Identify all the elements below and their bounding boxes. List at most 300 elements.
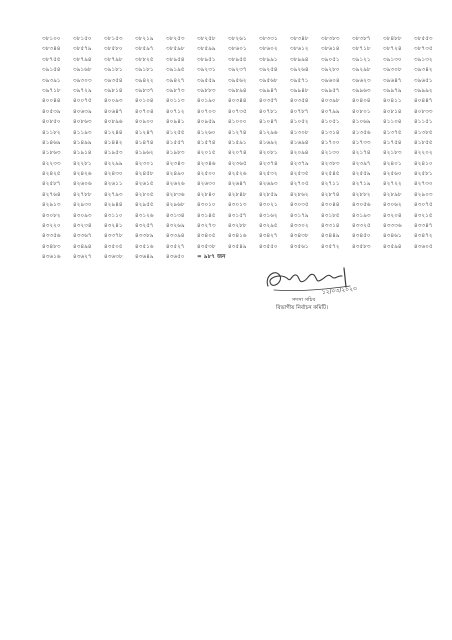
roll-number: ৪২৮৭৪ [321,191,340,198]
roll-number: ৪২৮৬২ [290,191,309,198]
roll-number: ৩৯৮৩৭ [135,87,154,94]
roll-number: ৩৯৮৮৩ [197,87,216,94]
roll-number: ৪৩২৯৫ [259,223,278,230]
roll-number: ৪১৪৭৪ [135,139,154,146]
roll-number: ৩৮২১৯ [135,36,154,42]
roll-number: ৩৮৩৪৮ [290,36,309,42]
roll-number: ৪৩৩৪৭ [414,223,433,230]
roll-number: ৩৯৯৯২ [414,87,433,94]
roll-number: ৩৮৯৫৪ [166,56,185,63]
roll-number: ৪০৮১৪ [383,108,402,115]
roll-number: ৩৮৫৯৯ [197,46,216,53]
roll-number: ৪৩৩৯৪ [166,233,185,240]
roll-number: ৪৩২৫৭ [135,223,154,230]
roll-number: ৪১১০৪ [383,119,402,126]
roll-number: ৩৯৫৫৯ [197,77,216,84]
roll-number: ৪০০৯৩ [104,98,123,105]
roll-number: ৪৩৪৬১ [383,233,402,240]
roll-number: ৪৩০৮২ [42,212,61,219]
roll-number: ৩৮৭১৮ [352,46,371,53]
roll-number: ৩৯৯৪৮ [290,87,309,94]
roll-number: ৪৩৫২৭ [166,243,185,250]
roll-number: ৪৩৪৫০ [352,233,371,240]
roll-number: ৪০৭৩৫ [228,108,247,115]
roll-number: ৪২৪৩০ [104,171,123,178]
roll-number: ৩৯৩০৩ [73,77,92,84]
roll-number: ৪২৮০৫ [135,191,154,198]
roll-number: ৪০৮৫০ [42,119,61,126]
roll-number: ৪০৭০৪ [135,108,154,115]
roll-number: ৪২৯৪৪ [104,202,123,209]
roll-number: ৪২১৮৩ [383,150,402,157]
roll-number: ৩৮২৬১ [228,36,247,42]
number-row [42,159,433,169]
roll-number: ৩৮৫৯৭ [135,46,154,53]
roll-number: ৪১৩৮৫ [414,129,433,136]
roll-number: ৪৩৫৫০ [259,243,278,250]
roll-number: ৪২৩৬৫ [228,160,247,167]
roll-number: ৪২৮৪৮ [228,191,247,198]
roll-number: ৪০৯৪১ [166,119,185,126]
roll-number: ৪৩৪৩৮ [290,233,309,240]
roll-number: ৪৩৩১৪ [321,223,340,230]
roll-number: ৪২৫৩৫ [290,171,309,178]
roll-number: ৪১২৪৭ [135,129,154,136]
roll-number: ৩৮৭৯৮ [104,56,123,63]
roll-number: ৪৩০৬২ [383,202,402,209]
roll-number: ৩৮৫৯৮ [166,46,185,53]
roll-number: ৪২৫৪৫ [321,171,340,178]
roll-number: ৪২৭৩০ [414,181,433,188]
roll-number: ৪১৭৫৪ [383,139,402,146]
roll-number: ৪৩৬২৭ [73,254,92,261]
number-row [42,55,433,65]
roll-number: ৪০৭৮১ [259,108,278,115]
roll-number: ৪২৮৮২ [352,191,371,198]
roll-number: ৩৯১৯৫ [166,67,185,74]
roll-number: ৪২৩৪৬ [197,160,216,167]
roll-number: ৪৩১১০ [104,212,123,219]
roll-number: ৪১০৬৯ [352,119,371,126]
roll-number: ৪৩২৮৮ [228,223,247,230]
roll-number: ৪৩৬০৫ [414,243,433,250]
roll-number: ৪৩২৭৩ [197,223,216,230]
roll-number: ৩৮৫৮০ [104,46,123,53]
roll-number: ৩৯১৮১ [135,67,154,74]
number-row [42,169,433,179]
roll-number: ৪৩৫৮৩ [352,243,371,250]
roll-number: ৪২৯১৩ [42,202,61,209]
roll-number: ৩৯৮৯৪ [228,87,247,94]
roll-number: ৪০৪৪৭ [414,98,433,105]
roll-number: ৪১৮৫৫ [414,139,433,146]
roll-number: ৩৯৮৭৩ [166,87,185,94]
roll-number: ৪১৬৯২ [259,139,278,146]
roll-number: ৪১২৬০ [197,129,216,136]
number-row [42,44,433,54]
number-row [42,86,433,96]
roll-number: ৩৯৩০৮ [383,67,402,74]
roll-number: ৩৯৪২২ [135,77,154,84]
roll-number: ৩৮৪৮৮ [383,36,402,42]
roll-number: ৪৩২২০ [42,223,61,230]
roll-number: ৩৯৬২৩ [352,77,371,84]
roll-number: ৩৯৭১৮ [42,87,61,94]
roll-number: ৪৩৪১৬ [228,233,247,240]
roll-number: ৪২৯৬৮ [166,202,185,209]
roll-number: ৪৩০১৩ [228,202,247,209]
roll-number: ৪২০১৫ [197,150,216,157]
roll-number: ৪২৮৪০ [197,191,216,198]
roll-number: ৪১২৫৫ [166,129,185,136]
roll-number: ৪৩৬৫০ [166,254,185,261]
roll-number: ৪০৩৯৮ [321,98,340,105]
roll-number: ৪৩১৩৪ [166,212,185,219]
roll-number: ৪৩৩৮৯ [135,233,154,240]
signatory-designation: সদস্য সচিব [292,297,316,303]
roll-number: ৪৩৩৭৮ [104,233,123,240]
roll-number: ৪১১৮২ [42,129,61,136]
roll-number: ৪২৭২২ [383,181,402,188]
roll-number: ৩৯২৬৪ [290,67,309,74]
roll-number: ৪৩৫০৫ [104,243,123,250]
roll-number: ৪০১৯০ [197,98,216,105]
roll-number: ৪১৯১৪ [73,150,92,157]
roll-number: ৩৮৫৫৩ [414,36,433,42]
roll-number: ৪৩০৭৫ [414,202,433,209]
roll-number: ৪২৪৫৮ [135,171,154,178]
roll-number: ৪২৫৫৯ [352,171,371,178]
roll-number: ৪২৩৭৪ [259,160,278,167]
roll-number: ৩৯৬৪৭ [383,77,402,84]
roll-number: ৪২৮৫৯ [259,191,278,198]
roll-number: ৪০৮৬৩ [73,119,92,126]
roll-number: ৪৩১৯৩ [352,212,371,219]
roll-number: ৪০৭৮৭ [290,108,309,115]
roll-number: ৪১৮৬৩ [42,150,61,157]
roll-number: ৪৩০৩৫ [290,202,309,209]
number-row [42,34,433,44]
roll-number: ৪২৯৫৫ [135,202,154,209]
roll-number: ৪৩৪৮৩ [42,243,61,250]
roll-number: ৩৯৯৬৩ [352,87,371,94]
number-row [42,107,433,117]
roll-number: ৪০৬৩৯ [73,108,92,115]
roll-number: ৪২৬৪৭ [228,181,247,188]
roll-number: ৩৮৩৪৪ [42,46,61,53]
roll-number: ৪২৬৯৩ [259,181,278,188]
number-row [42,76,433,86]
roll-number: ৪৩১৭৯ [290,212,309,219]
roll-number: ৩৮৭৫৫ [42,56,61,63]
roll-number: ৪৩৫৪৯ [228,243,247,250]
roll-number: ৪১৯৮৩ [166,150,185,157]
roll-number: ৩৮৩৮৭ [352,36,371,42]
roll-number: ৪২৩৪৩ [166,160,185,167]
roll-number: ৪২৫২৬ [228,171,247,178]
signature-image [258,262,378,296]
roll-number: ৪২৭১১ [321,181,340,188]
roll-number: ৩৯৩৯১ [42,77,61,84]
roll-number: ৪২৭৯৩ [104,191,123,198]
roll-number: ৪২৭৬৪ [42,191,61,198]
roll-number: ৪৩৩৬৭ [73,233,92,240]
roll-number: ৩৮৫৭৯ [73,46,92,53]
roll-number: ৪৩৫৭২ [321,243,340,250]
roll-number: ৪২৩৯৭ [352,160,371,167]
roll-number: ৪২৬২৬ [166,181,185,188]
roll-number: ৪২৩৮৩ [321,160,340,167]
roll-number: ৪২৩৭৯ [290,160,309,167]
roll-number: ৪৩৪৯৪ [73,243,92,250]
roll-number: ৪৩৩৩৬ [383,223,402,230]
roll-number: ৪২৫৩২ [259,171,278,178]
total-count: = ৯৮৭ জন [197,254,226,261]
roll-number: ৪১৩০৮ [290,129,309,136]
roll-number: ৪০১০৪ [135,98,154,105]
roll-number: ৩৮৩৩১ [259,36,278,42]
number-row [42,190,433,200]
roll-number: ৪০৭৯৯ [321,108,340,115]
roll-number: ৩৮৬০১ [228,46,247,53]
number-row [42,179,433,189]
roll-number: ৪১৯৫৩ [104,150,123,157]
number-row [42,200,433,210]
roll-number: ৩৯৯৭৯ [383,87,402,94]
roll-number: ৩৯২৫৪ [259,67,278,74]
roll-number: ৪০৭০৩ [197,108,216,115]
roll-number: ৩৯৬৫১ [414,77,433,84]
roll-number: ৩৮৯৫১ [197,56,216,63]
roll-number: ৪১৫৫৭ [166,139,185,146]
roll-number: ৪২২৮১ [73,160,92,167]
roll-number: ৩৯২৯৮ [352,67,371,74]
roll-number: ৪২২০২ [414,150,433,157]
roll-number: ৪২০৭৪ [228,150,247,157]
roll-number: ৩৯১৩০ [383,56,402,63]
signatory-office: বিভাগীয় নির্বাচন কমিটি। [276,305,328,311]
roll-number: ৪৩১৮৫ [321,212,340,219]
roll-number: ৩৯১৬৮ [73,67,92,74]
roll-number: ৪১২৪৪ [104,129,123,136]
roll-number: ৩৮৭৩৫ [414,46,433,53]
roll-number: ৪১০৫১ [321,119,340,126]
roll-number: ৪০০৭৫ [73,98,92,105]
roll-number: ৪০৮৩৩ [414,108,433,115]
roll-number: ৩৮৯৫৫ [228,56,247,63]
number-row [42,221,433,231]
roll-number: ৪১৯৬২ [135,150,154,157]
roll-number: ৪২২৯৯ [104,160,123,167]
roll-number: ৩৯২৩৭ [228,67,247,74]
roll-number: ৩৯২৮০ [321,67,340,74]
roll-number: ৪৩৫৬১ [290,243,309,250]
roll-number: ৩৯৫৭১ [290,77,309,84]
roll-number: ৪৩৫৯৪ [383,243,402,250]
roll-number: ৪২৫৮৭ [42,181,61,188]
roll-number: ৩৯৫৬২ [228,77,247,84]
roll-number: ৪০৪০৪ [352,98,371,105]
roll-number: ৩৮৭২৪ [383,46,402,53]
roll-number: ৪১৪৯৯ [73,139,92,146]
roll-number: ৪৩০৫৬ [352,202,371,209]
roll-number: ৪৩৪০৫ [197,233,216,240]
roll-number: ৪২৬১১ [104,181,123,188]
roll-number: ৪২৩০১ [135,160,154,167]
roll-number: ৩৮৬১২ [290,46,309,53]
roll-number: ৪০৫৩৯ [42,108,61,115]
roll-number: ৪২৯০৩ [414,191,433,198]
roll-number: ৩৮২৫৩ [166,36,185,42]
roll-number: ৪০৮৯৬ [104,119,123,126]
roll-number: ৪৩৫১৬ [135,243,154,250]
roll-number: ৪২০৮১ [259,150,278,157]
roll-number: ৪০১১৩ [166,98,185,105]
roll-number: ৪১২৭৪ [228,129,247,136]
roll-number: ৩৯৯৪৭ [259,87,278,94]
roll-number: ৪৩৬১৬ [42,254,61,261]
roll-number: ৪২৫৬০ [383,171,402,178]
roll-number: ৪২৯৩০ [73,202,92,209]
roll-number: ৪২২৩৩ [42,160,61,167]
roll-number: ৩৮৭৯৪ [73,56,92,63]
roll-number: ৩৮২৫৮ [197,36,216,42]
roll-number: ৪৩১৬২ [259,212,278,219]
roll-number: ৩৯৯৫৭ [321,87,340,94]
roll-number: ৪০৩৫৭ [259,98,278,105]
roll-number: ৪৩৩২৫ [352,223,371,230]
roll-number: ৪২৭০৫ [290,181,309,188]
roll-number: ৩৯১৫৪ [42,67,61,74]
roll-number: ৪১৩১৪ [321,129,340,136]
roll-number: ৩৯৩৪২ [414,67,433,74]
roll-number: ৪০৭১২ [166,108,185,115]
roll-number: ৪০৯৫৯ [197,119,216,126]
roll-number: ৩৮১০০ [42,36,61,42]
roll-number: ৪৩০২১ [259,202,278,209]
roll-number: ৪৩৬৩৮ [104,254,123,261]
roll-number: ৩৮১৫৩ [104,36,123,42]
roll-number: ৪১৭৩৩ [352,139,371,146]
roll-number: ৪৩৪৭২ [414,233,433,240]
number-row [42,96,433,106]
roll-number: ৪০৩৪৪ [228,98,247,105]
roll-number: ৪০৩৫৪ [290,98,309,105]
number-row [42,128,433,138]
roll-number: ৪১৫৯১ [228,139,247,146]
roll-number: ৩৮৮২৫ [135,56,154,63]
roll-number: ৪১৫৭৪ [197,139,216,146]
roll-number: ৪৩২১৫ [414,212,433,219]
roll-number: ৪২৪২৬ [73,171,92,178]
roll-number: ৪০০৪৪ [42,98,61,105]
number-row [42,231,433,241]
roll-number: ৪০৮০১ [352,108,371,115]
roll-number: ৪২৭৮৮ [73,191,92,198]
roll-number: ৪৩০৯৩ [73,212,92,219]
roll-number: ৪২৭১৯ [352,181,371,188]
roll-number: ৪১১৫১ [414,119,433,126]
roll-number: ৪২০৯৪ [290,150,309,157]
roll-number: ৪২১৩০ [321,150,340,157]
roll-number: ৪১০৪৭ [259,119,278,126]
roll-number: ৪২৮৯৮ [383,191,402,198]
signature-date: ১২/০৩/২০২৩ [321,285,358,296]
roll-number: ৪৩২৬৯ [166,223,185,230]
roll-number: ৪১৭০০ [321,139,340,146]
roll-number: ৪৩১২৬ [135,212,154,219]
roll-number: ৪৩১৪৫ [197,212,216,219]
roll-number: ৪১২৯৬ [259,129,278,136]
roll-number: ৪৩২০৪ [383,212,402,219]
number-row [42,65,433,75]
roll-number: ৪২৪০১ [383,160,402,167]
number-row [42,117,433,127]
roll-number: ৪৩৩৫৬ [42,233,61,240]
roll-number: ৩৮৬১৪ [321,46,340,53]
number-row [42,211,433,221]
roll-number: ৪১৪৬৯ [42,139,61,146]
roll-number: ৪২৮৩৬ [166,191,185,198]
roll-number: ৪১৪৪২ [104,139,123,146]
roll-number: ৩৯৪২৭ [166,77,185,84]
roll-number: ৪৩০৪৪ [321,202,340,209]
roll-number: ৩৯৫৬৮ [259,77,278,84]
roll-number: ৩৯৭২৯ [73,87,92,94]
roll-number: ৪২৬১৫ [135,181,154,188]
number-row [42,138,433,148]
roll-number: ৪৩৫৩৮ [197,243,216,250]
roll-number: ৪৩২৩৪ [73,223,92,230]
roll-number: ৪৩৪২৭ [259,233,278,240]
roll-number: ৩৯৮১৪ [104,87,123,94]
roll-number: ৪৩৩০২ [290,223,309,230]
roll-number: ৪২৬৩০ [197,181,216,188]
roll-number: ৪১৩৫৬ [352,129,371,136]
roll-number: ৪১৩৭৫ [383,129,402,136]
roll-number: ৪৩৬৪৯ [135,254,154,261]
roll-number: ৩৮৯৯৪ [290,56,309,63]
roll-number: ৩৯১৩২ [414,56,433,63]
roll-number-list [42,34,433,263]
roll-number: ৪১০৫২ [290,119,309,126]
roll-number: ৪১৬৯৪ [290,139,309,146]
roll-number: ৪২৪২৫ [42,171,61,178]
roll-number: ৩৯০৫১ [321,56,340,63]
roll-number: ৪২১৭৪ [352,150,371,157]
roll-number: ৪৩১৫৭ [228,212,247,219]
roll-number: ৩৯২৩১ [197,67,216,74]
roll-number: ৪১০০০ [228,119,247,126]
number-row [42,242,433,252]
roll-number: ৩৮১৫০ [73,36,92,42]
roll-number: ৩৯১২১ [352,56,371,63]
roll-number: ৩৯৬০৪ [321,77,340,84]
roll-number: ৩৮৬০২ [259,46,278,53]
roll-number: ৪২৪১০ [414,160,433,167]
signature-block [250,262,400,322]
number-row [42,148,433,158]
roll-number: ৪০৪১১ [383,98,402,105]
roll-number: ৩৮৩৮৩ [321,36,340,42]
roll-number: ৪২৫৮১ [414,171,433,178]
roll-number: ৪০৯০০ [135,119,154,126]
roll-number: ৪২৫০০ [197,171,216,178]
roll-number: ৪০৬৪৭ [104,108,123,115]
roll-number: ৪২৪৯০ [166,171,185,178]
roll-number: ৪৩২৪১ [104,223,123,230]
roll-number: ৪২৬০৬ [73,181,92,188]
